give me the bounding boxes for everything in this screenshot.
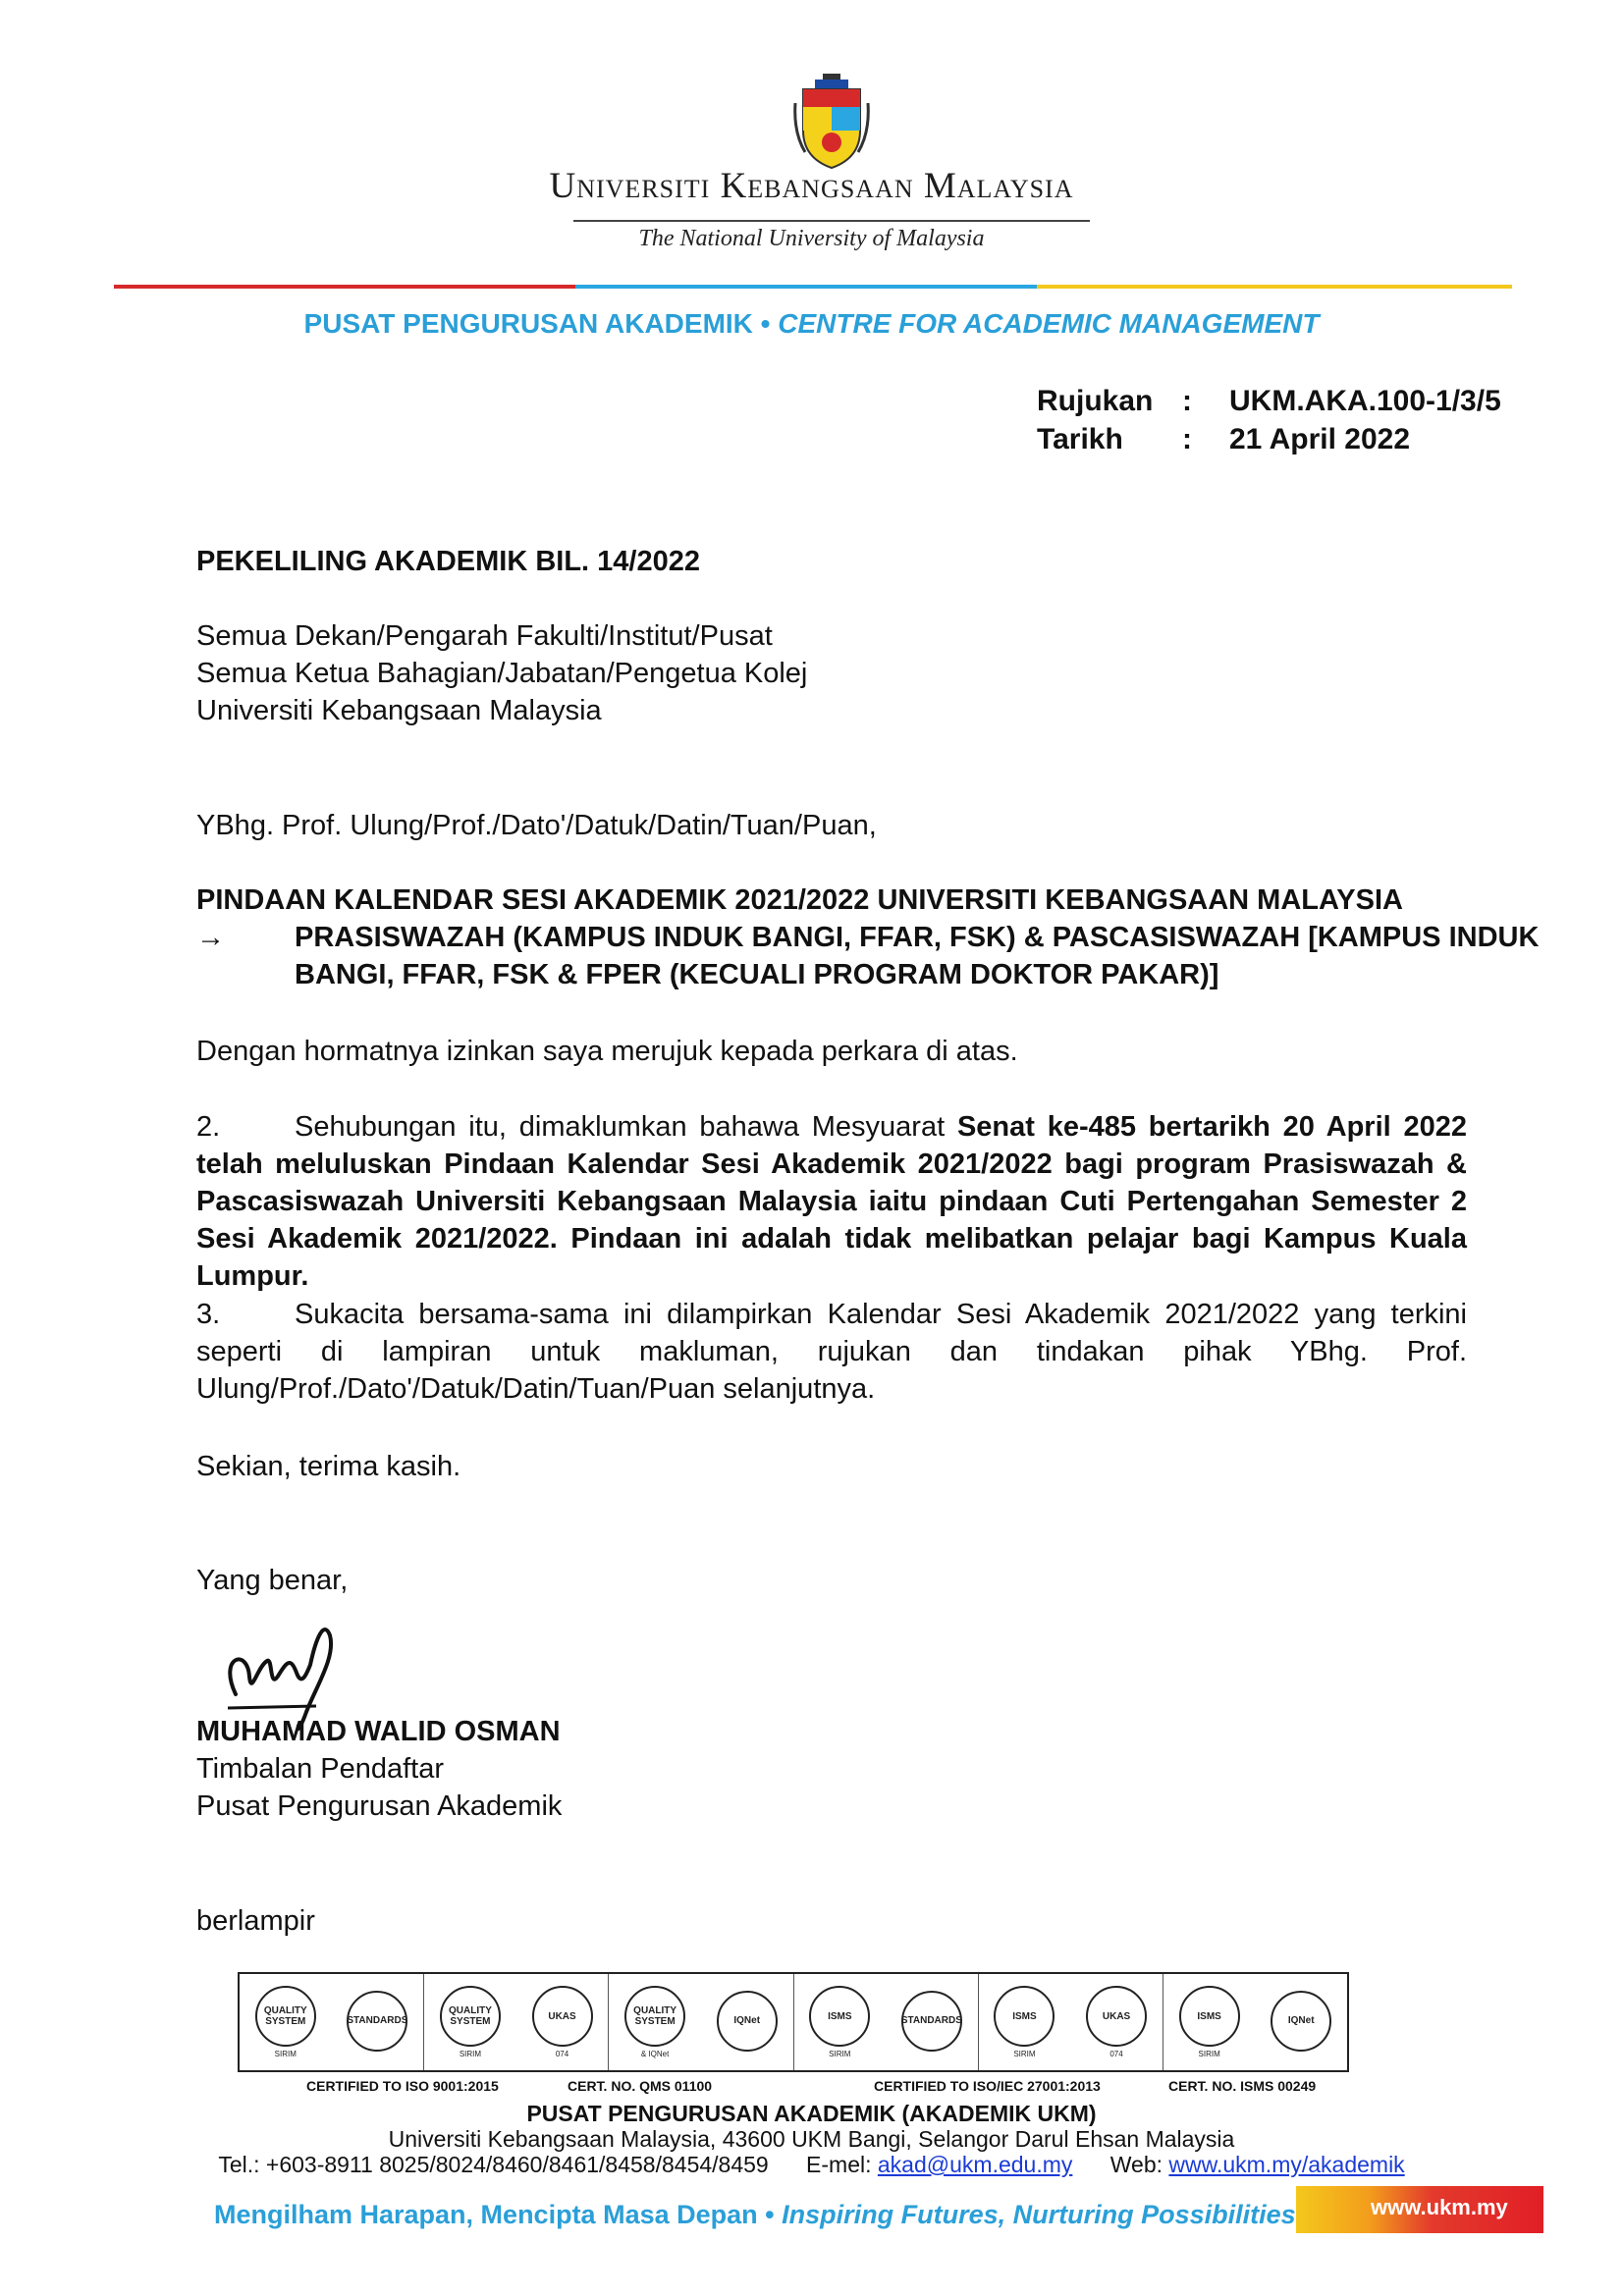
tarikh-colon: : <box>1182 423 1192 455</box>
paragraph-3 <box>196 1296 1467 1408</box>
cert-group <box>609 1974 793 2070</box>
cert-badge <box>901 1991 962 2055</box>
cert-badge-sub: SIRIM <box>1013 2050 1036 2058</box>
cert-label: CERTIFIED TO ISO 9001:2015 <box>306 2078 499 2094</box>
rujukan-value: UKM.AKA.100-1/3/5 <box>1229 385 1501 417</box>
rujukan-colon: : <box>1182 385 1192 417</box>
cert-badge-icon: ISMS <box>994 1986 1055 2047</box>
slogan-separator: • <box>757 2200 783 2229</box>
cert-badge-sub: SIRIM <box>274 2050 297 2058</box>
tarikh-value: 21 April 2022 <box>1229 423 1410 455</box>
centre-name <box>0 308 1623 340</box>
university-name: Universiti Kebangsaan Malaysia <box>549 166 1074 206</box>
certification-strip <box>238 1972 1349 2072</box>
cert-badge <box>717 1991 778 2055</box>
title-divider <box>573 220 1090 222</box>
cert-label: CERTIFIED TO ISO/IEC 27001:2013 <box>874 2078 1101 2094</box>
signatory-name: MUHAMAD WALID OSMAN <box>196 1716 561 1747</box>
footer-tel: Tel.: +603-8911 8025/8024/8460/8461/8458/8454/8459 <box>218 2152 769 2177</box>
cert-group <box>424 1974 609 2070</box>
cert-badge <box>255 1986 316 2058</box>
cert-badge <box>1179 1986 1240 2058</box>
paragraph-2-bold: Senat ke-485 bertarikh 20 April 2022 telah meluluskan Pindaan Kalendar Sesi Akademik 2021/2022 bagi program Prasiswazah & Pascasiswazah Universiti Kebangsaan Malaysia iaitu pindaan Cuti Pertengahan Semester 2 Sesi Akademik 2021/2022. Pindaan ini adalah tidak melibatkan pelajar bagi Kampus Kuala Lumpur. <box>196 1111 1467 1292</box>
paragraph-2 <box>196 1108 1467 1295</box>
circular-title: PEKELILING AKADEMIK BIL. 14/2022 <box>196 546 700 577</box>
cert-badge-sub: 074 <box>1109 2050 1123 2058</box>
cert-badge <box>1271 1991 1331 2055</box>
paragraph-1: Dengan hormatnya izinkan saya merujuk kepada perkara di atas. <box>196 1036 1018 1067</box>
footer-site-link[interactable]: www.ukm.my <box>1371 2195 1508 2219</box>
paragraph-3-text: Sukacita bersama-sama ini dilampirkan Kalendar Sesi Akademik 2021/2022 yang terkini seperti di lampiran untuk makluman, rujukan dan tindakan pihak YBhg. Prof. Ulung/Prof./Dato'/Datuk/Datin/Tuan/Puan selanjutnya. <box>196 1299 1467 1405</box>
recipient-line: Universiti Kebangsaan Malaysia <box>196 695 602 726</box>
cert-number: CERT. NO. QMS 01100 <box>568 2078 713 2094</box>
cert-badge-icon: IQNet <box>1271 1991 1331 2052</box>
cert-badge-sub: 074 <box>555 2050 569 2058</box>
cert-badge-icon: ISMS <box>1179 1986 1240 2047</box>
cert-badge-sub: SIRIM <box>829 2050 851 2058</box>
subject-arrow: → <box>196 922 225 953</box>
closing: Sekian, terima kasih. <box>196 1451 461 1482</box>
centre-name-ms: PUSAT PENGURUSAN AKADEMIK <box>303 308 753 339</box>
cert-badge-icon: UKAS <box>1086 1986 1147 2047</box>
cert-badge <box>624 1986 685 2058</box>
subject-line: PRASISWAZAH (KAMPUS INDUK BANGI, FFAR, FSK) & PASCASISWAZAH [KAMPUS INDUK <box>295 922 1540 953</box>
footer-email-link[interactable]: akad@ukm.edu.my <box>877 2152 1073 2177</box>
subject-line: BANGI, FFAR, FSK & FPER (KECUALI PROGRAM DOKTOR PAKAR)] <box>295 959 1219 990</box>
footer-org: PUSAT PENGURUSAN AKADEMIK (AKADEMIK UKM) <box>526 2101 1097 2126</box>
footer-web-link[interactable]: www.ukm.my/akademik <box>1168 2152 1405 2177</box>
slogan-en: Inspiring Futures, Nurturing Possibilities <box>782 2200 1296 2229</box>
paragraph-number: 3. <box>196 1299 221 1330</box>
cert-badge <box>347 1991 407 2055</box>
cert-group <box>1163 1974 1347 2070</box>
slogan-ms: Mengilham Harapan, Mencipta Masa Depan <box>214 2200 758 2229</box>
cert-badge <box>1086 1986 1147 2058</box>
subject-line: PINDAAN KALENDAR SESI AKADEMIK 2021/2022 UNIVERSITI KEBANGSAAN MALAYSIA <box>196 884 1403 916</box>
tarikh-label: Tarikh <box>1037 423 1123 455</box>
footer-contact <box>0 2152 1623 2178</box>
centre-name-en: CENTRE FOR ACADEMIC MANAGEMENT <box>778 308 1320 339</box>
sign-off: Yang benar, <box>196 1565 349 1596</box>
footer-slogan <box>214 2200 1296 2230</box>
cert-badge <box>440 1986 501 2058</box>
cert-badge <box>532 1986 593 2058</box>
cert-badge-icon: QUALITY SYSTEM <box>440 1986 501 2047</box>
salutation: YBhg. Prof. Ulung/Prof./Dato'/Datuk/Datin/Tuan/Puan, <box>196 810 877 841</box>
paragraph-2-text: Sehubungan itu, dimaklumkan bahawa Mesyuarat <box>295 1111 957 1143</box>
cert-badge-icon: QUALITY SYSTEM <box>255 1986 316 2047</box>
cert-badge-icon: IQNet <box>717 1991 778 2052</box>
cert-group <box>979 1974 1163 2070</box>
recipient-line: Semua Dekan/Pengarah Fakulti/Institut/Pusat <box>196 620 773 652</box>
cert-badge-icon: STANDARDS <box>901 1991 962 2052</box>
university-tagline: The National University of Malaysia <box>638 226 985 251</box>
cert-badge-sub: SIRIM <box>459 2050 482 2058</box>
cert-badge-icon: STANDARDS <box>347 1991 407 2052</box>
rujukan-label: Rujukan <box>1037 385 1154 417</box>
signatory-department: Pusat Pengurusan Akademik <box>196 1790 563 1822</box>
cert-badge-sub: & IQNet <box>640 2050 670 2058</box>
cert-group <box>794 1974 979 2070</box>
cert-badge-sub: SIRIM <box>1198 2050 1220 2058</box>
footer-address: Universiti Kebangsaan Malaysia, 43600 UKM Bangi, Selangor Darul Ehsan Malaysia <box>388 2126 1235 2152</box>
paragraph-number: 2. <box>196 1111 221 1143</box>
header-color-bar <box>114 285 1512 289</box>
centre-separator: • <box>752 308 779 339</box>
recipient-line: Semua Ketua Bahagian/Jabatan/Pengetua Kolej <box>196 658 808 689</box>
university-crest-logo <box>793 74 870 172</box>
cert-badge <box>994 1986 1055 2058</box>
footer-email-label: E-mel: <box>806 2152 872 2177</box>
cert-badge <box>809 1986 870 2058</box>
attachment-note: berlampir <box>196 1905 315 1937</box>
cert-number: CERT. NO. ISMS 00249 <box>1168 2078 1317 2094</box>
signatory-title: Timbalan Pendaftar <box>196 1753 445 1785</box>
cert-badge-icon: UKAS <box>532 1986 593 2047</box>
footer-web-label: Web: <box>1109 2152 1163 2177</box>
cert-group <box>240 1974 424 2070</box>
cert-badge-icon: ISMS <box>809 1986 870 2047</box>
cert-badge-icon: QUALITY SYSTEM <box>624 1986 685 2047</box>
